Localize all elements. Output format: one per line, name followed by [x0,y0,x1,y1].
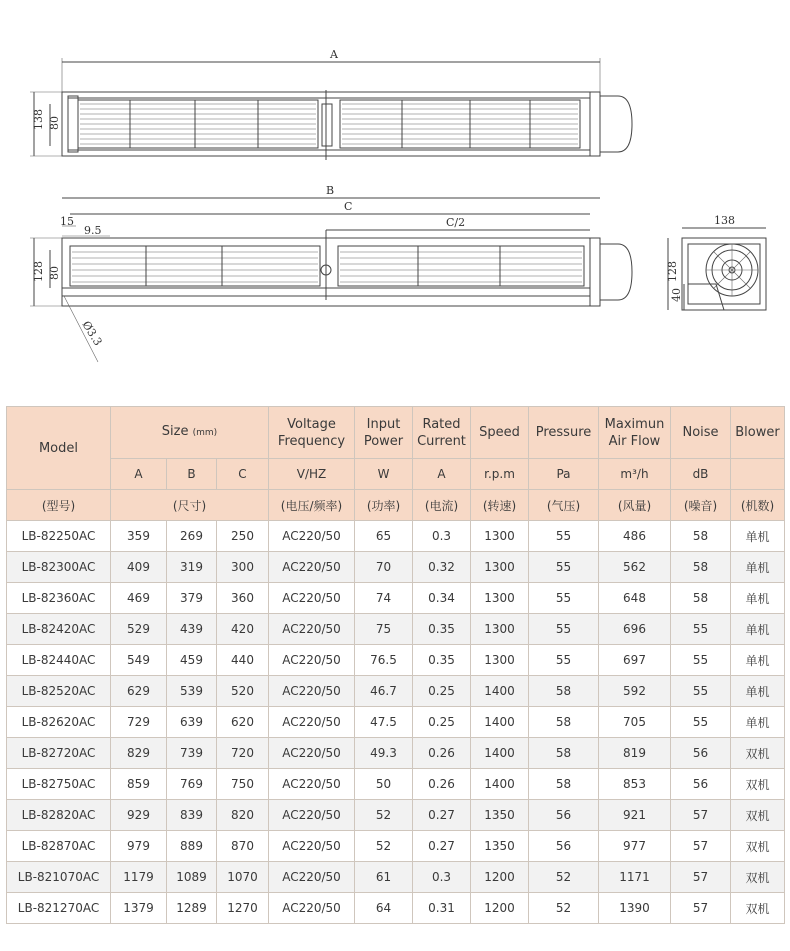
table-cell: 57 [671,831,731,862]
table-cell: 双机 [731,831,785,862]
table-cell: 58 [671,552,731,583]
cn-airflow: (风量) [599,490,671,521]
cn-blower: (机数) [731,490,785,521]
table-cell: 50 [355,769,413,800]
table-cell: LB-82300AC [7,552,111,583]
table-cell: AC220/50 [269,831,355,862]
table-cell: 549 [111,645,167,676]
table-cell: 696 [599,614,671,645]
table-cell: 58 [529,676,599,707]
table-row [7,521,785,552]
cn-noise: (噪音) [671,490,731,521]
table-cell: 829 [111,738,167,769]
table-cell: 250 [217,521,269,552]
table-cell: 409 [111,552,167,583]
unit-c: C [217,459,269,490]
dim-a-label: A [330,48,338,61]
table-cell: LB-82420AC [7,614,111,645]
table-cell: LB-82360AC [7,583,111,614]
table-row [7,831,785,862]
header-current-l1: Rated [422,416,461,432]
table-cell: 双机 [731,800,785,831]
table-cell: AC220/50 [269,707,355,738]
table-cell: 529 [111,614,167,645]
table-cell: 单机 [731,521,785,552]
table-cell: 单机 [731,583,785,614]
table-cell: 55 [529,614,599,645]
header-voltage-l2: Frequency [277,433,346,449]
table-cell: 1350 [471,831,529,862]
table-cell: 929 [111,800,167,831]
table-cell: 52 [529,862,599,893]
table-cell: AC220/50 [269,769,355,800]
table-cell: 889 [167,831,217,862]
table-cell: 729 [111,707,167,738]
dim-80-label: 80 [48,116,61,130]
table-cell: 819 [599,738,671,769]
drawing-canvas [0,0,790,380]
table-cell: 870 [217,831,269,862]
table-cell: 979 [111,831,167,862]
table-cell: 592 [599,676,671,707]
header-size [111,407,269,459]
table-row [7,552,785,583]
cn-pressure: (气压) [529,490,599,521]
table-cell: 0.31 [413,893,471,924]
dim-b-label: B [326,184,335,197]
table-cell: 1350 [471,800,529,831]
dim-side-128-label: 128 [666,261,679,282]
table-cell: 440 [217,645,269,676]
table-row [7,893,785,924]
table-row [7,583,785,614]
table-row [7,862,785,893]
table-cell: 648 [599,583,671,614]
table-cell: 58 [529,769,599,800]
side-view [666,214,766,310]
spec-table-body [7,521,785,924]
table-cell: 769 [167,769,217,800]
table-cell: 0.3 [413,521,471,552]
table-cell: 0.26 [413,769,471,800]
table-cell: 269 [167,521,217,552]
header-noise: Noise [671,407,731,459]
table-cell: 61 [355,862,413,893]
table-cell: AC220/50 [269,645,355,676]
table-cell: 55 [671,645,731,676]
header-model: Model [7,407,111,490]
table-cell: 0.27 [413,831,471,862]
header-airflow [599,407,671,459]
dim-side-138-label: 138 [714,214,735,227]
table-row [7,769,785,800]
cn-size: (尺寸) [111,490,269,521]
table-cell: AC220/50 [269,676,355,707]
dim-c2-label: C/2 [446,216,466,229]
cn-voltage: (电压/频率) [269,490,355,521]
table-cell: 0.27 [413,800,471,831]
cn-model: (型号) [7,490,111,521]
dim-c-label: C [344,200,353,213]
table-cell: AC220/50 [269,893,355,924]
table-row [7,614,785,645]
table-cell: 1200 [471,893,529,924]
table-cell: AC220/50 [269,552,355,583]
table-cell: 319 [167,552,217,583]
table-cell: 58 [671,583,731,614]
top-view [30,48,632,160]
table-cell: AC220/50 [269,521,355,552]
header-speed: Speed [471,407,529,459]
table-cell: 双机 [731,738,785,769]
dim-side-40-label: 40 [670,288,683,302]
table-cell: LB-82440AC [7,645,111,676]
header-voltage-l1: Voltage [287,416,336,432]
header-size-unit: (mm) [192,428,218,438]
table-cell: 520 [217,676,269,707]
table-cell: 0.26 [413,738,471,769]
unit-current: A [413,459,471,490]
dim-95-label: 9.5 [84,224,102,237]
table-cell: 0.35 [413,614,471,645]
table-cell: 1200 [471,862,529,893]
table-cell: 52 [529,893,599,924]
header-airflow-l1: Maximun [604,416,665,432]
table-cell: LB-82750AC [7,769,111,800]
table-cell: 629 [111,676,167,707]
table-cell: 379 [167,583,217,614]
table-cell: 57 [671,893,731,924]
dim-128-label: 128 [32,261,45,282]
table-cell: 1300 [471,521,529,552]
table-cell: 52 [355,831,413,862]
table-cell: 1179 [111,862,167,893]
table-cell: 56 [671,769,731,800]
header-power [355,407,413,459]
table-cell: LB-82620AC [7,707,111,738]
table-cell: 双机 [731,862,785,893]
table-cell: AC220/50 [269,583,355,614]
header-current-l2: Current [417,433,466,449]
table-row [7,707,785,738]
table-cell: 46.7 [355,676,413,707]
table-cell: 1289 [167,893,217,924]
table-cell: 1400 [471,707,529,738]
table-cell: 56 [671,738,731,769]
unit-noise: dB [671,459,731,490]
table-cell: 1300 [471,645,529,676]
cn-power: (功率) [355,490,413,521]
table-cell: 0.3 [413,862,471,893]
table-cell: 58 [671,521,731,552]
table-cell: 65 [355,521,413,552]
table-cell: 76.5 [355,645,413,676]
table-cell: 单机 [731,707,785,738]
table-row [7,645,785,676]
front-view [30,184,632,362]
table-cell: 单机 [731,552,785,583]
table-cell: 1300 [471,552,529,583]
table-cell: AC220/50 [269,614,355,645]
table-cell: 55 [529,552,599,583]
cn-speed: (转速) [471,490,529,521]
header-current [413,407,471,459]
table-cell: 49.3 [355,738,413,769]
table-cell: 300 [217,552,269,583]
table-cell: 1379 [111,893,167,924]
header-airflow-l2: Air Flow [608,433,661,449]
table-cell: 74 [355,583,413,614]
table-cell: 459 [167,645,217,676]
table-cell: 486 [599,521,671,552]
table-cell: AC220/50 [269,738,355,769]
hole-dia-label: Ø3.3 [79,318,105,349]
unit-blower [731,459,785,490]
header-voltage [269,407,355,459]
table-row [7,738,785,769]
table-cell: LB-821070AC [7,862,111,893]
table-cell: AC220/50 [269,862,355,893]
table-cell: 64 [355,893,413,924]
unit-a: A [111,459,167,490]
table-cell: 539 [167,676,217,707]
table-cell: 420 [217,614,269,645]
table-cell: 1400 [471,676,529,707]
table-cell: 双机 [731,893,785,924]
table-cell: 47.5 [355,707,413,738]
dim-138-label: 138 [32,109,45,130]
table-cell: LB-82520AC [7,676,111,707]
table-cell: 1070 [217,862,269,893]
table-cell: LB-82250AC [7,521,111,552]
table-cell: 58 [529,707,599,738]
table-cell: 739 [167,738,217,769]
table-cell: 单机 [731,614,785,645]
unit-pressure: Pa [529,459,599,490]
table-cell: 1400 [471,769,529,800]
table-cell: LB-82720AC [7,738,111,769]
table-cell: 439 [167,614,217,645]
table-cell: 55 [529,521,599,552]
table-cell: 0.25 [413,676,471,707]
table-cell: 1300 [471,614,529,645]
header-size-text: Size [161,424,189,439]
table-cell: 58 [529,738,599,769]
table-cell: 859 [111,769,167,800]
table-cell: LB-82870AC [7,831,111,862]
table-cell: 55 [671,676,731,707]
table-cell: 57 [671,862,731,893]
spec-table [6,406,785,924]
table-row [7,800,785,831]
table-cell: AC220/50 [269,800,355,831]
table-cell: 469 [111,583,167,614]
unit-speed: r.p.m [471,459,529,490]
table-cell: 1270 [217,893,269,924]
table-cell: 359 [111,521,167,552]
unit-voltage: V/HZ [269,459,355,490]
table-cell: 单机 [731,676,785,707]
table-cell: 977 [599,831,671,862]
header-pressure: Pressure [529,407,599,459]
table-cell: 75 [355,614,413,645]
dim-15-label: 15 [60,215,74,228]
table-cell: 720 [217,738,269,769]
technical-drawings [0,0,790,380]
table-cell: 55 [671,707,731,738]
table-cell: 0.32 [413,552,471,583]
table-cell: 0.35 [413,645,471,676]
unit-b: B [167,459,217,490]
table-cell: LB-82820AC [7,800,111,831]
table-cell: 562 [599,552,671,583]
table-cell: 70 [355,552,413,583]
table-cell: 52 [355,800,413,831]
unit-power: W [355,459,413,490]
table-cell: 750 [217,769,269,800]
table-cell: 1171 [599,862,671,893]
table-cell: 1089 [167,862,217,893]
table-cell: 839 [167,800,217,831]
table-cell: 639 [167,707,217,738]
header-power-l1: Input [366,416,401,432]
table-cell: 1300 [471,583,529,614]
table-cell: 820 [217,800,269,831]
unit-airflow: m³/h [599,459,671,490]
table-cell: 单机 [731,645,785,676]
table-cell: 双机 [731,769,785,800]
table-cell: 56 [529,831,599,862]
header-power-l2: Power [363,433,404,449]
table-cell: 1400 [471,738,529,769]
cn-current: (电流) [413,490,471,521]
table-cell: 1390 [599,893,671,924]
table-cell: 55 [671,614,731,645]
table-cell: 0.34 [413,583,471,614]
table-cell: 55 [529,583,599,614]
header-blower: Blower [731,407,785,459]
table-cell: 55 [529,645,599,676]
table-cell: 697 [599,645,671,676]
table-cell: 0.25 [413,707,471,738]
table-cell: 853 [599,769,671,800]
table-cell: 57 [671,800,731,831]
table-cell: 921 [599,800,671,831]
table-cell: 56 [529,800,599,831]
table-cell: 360 [217,583,269,614]
table-cell: LB-821270AC [7,893,111,924]
table-row [7,676,785,707]
dim-80b-label: 80 [48,266,61,280]
table-cell: 705 [599,707,671,738]
table-cell: 620 [217,707,269,738]
